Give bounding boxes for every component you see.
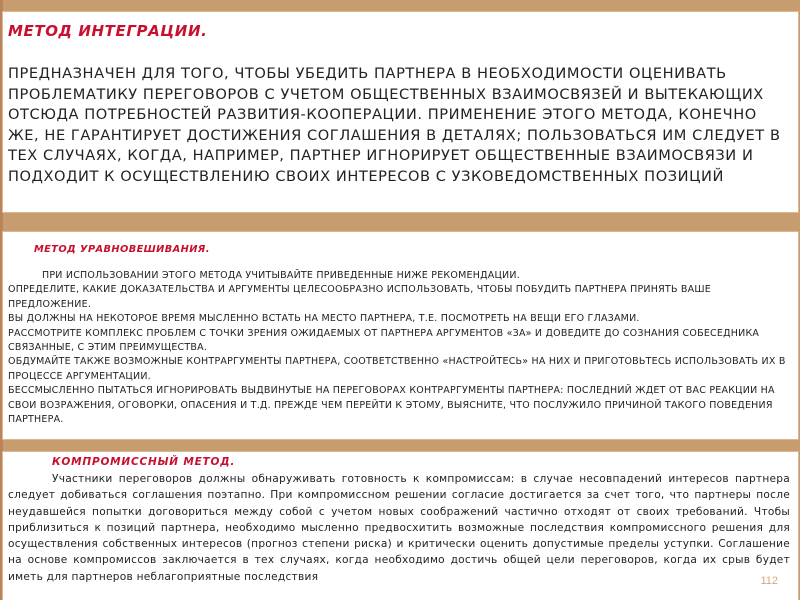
slide-number: 112	[760, 575, 778, 587]
balancing-paragraph: ОБДУМАЙТЕ ТАКЖЕ ВОЗМОЖНЫЕ КОНТРАРГУМЕНТЫ ПАРТНЕРА, СООТВЕТСТВЕННО «НАСТРОЙТЕСЬ» НА НИХ И ПРИГОТОВЬТЕСЬ ИСПОЛЬЗОВАТЬ ИХ В ПРОЦЕССЕ АРГУМЕНТАЦИИ.	[8, 356, 786, 382]
balancing-paragraph: ПРИ ИСПОЛЬЗОВАНИИ ЭТОГО МЕТОДА УЧИТЫВАЙТЕ ПРИВЕДЕННЫЕ НИЖЕ РЕКОМЕНДАЦИИ.	[42, 270, 520, 281]
balancing-method-text	[8, 269, 790, 427]
balancing-paragraph: ОПРЕДЕЛИТЕ, КАКИЕ ДОКАЗАТЕЛЬСТВА И АРГУМЕНТЫ ЦЕЛЕСООБРАЗНО ИСПОЛЬЗОВАТЬ, ЧТОБЫ ПОБУДИТЬ ПАРТНЕРА ПРИНЯТЬ ВАШЕ ПРЕДЛОЖЕНИЕ.	[8, 284, 711, 310]
balancing-paragraph: ВЫ ДОЛЖНЫ НА НЕКОТОРОЕ ВРЕМЯ МЫСЛЕННО ВСТАТЬ НА МЕСТО ПАРТНЕРА, Т.Е. ПОСМОТРЕТЬ НА ВЕЩИ ЕГО ГЛАЗАМИ.	[8, 313, 640, 325]
balancing-method-panel	[3, 232, 798, 439]
compromise-method-heading: КОМПРОМИССНЫЙ МЕТОД.	[52, 456, 236, 468]
compromise-method-text: Участники переговоров должны обнаруживать готовность к компромиссам: в случае несовпадений интересов партнера следует добиваться соглашения поэтапно. При компромиссном решении согласие достигается за счет того, что партнеры после неудавшейся попытки договориться между собой с учетом новых соображений частично отходят от своих требований. Чтобы приблизиться к позиций партнера, необходимо мысленно предвосхитить возможные последствия компромиссного решения для осуществления собственных интересов (прогноз степени риска) и критически оценить допустимые пределы уступки. Соглашение на основе компромиссов заключается в тех случаях, когда необходимо достичь общей цели переговоров, когда их срыв будет иметь для партнеров неблагоприятные последствия	[8, 473, 790, 583]
integration-method-text: ПРЕДНАЗНАЧЕН ДЛЯ ТОГО, ЧТОБЫ УБЕДИТЬ ПАРТНЕРА В НЕОБХОДИМОСТИ ОЦЕНИВАТЬ ПРОБЛЕМАТИКУ ПЕРЕГОВОРОВ С УЧЕТОМ ОБЩЕСТВЕННЫХ ВЗАИМОСВЯЗЕЙ И ВЫТЕКАЮЩИХ ОТСЮДА ПОТРЕБНОСТЕЙ РАЗВИТИЯ-КООПЕРАЦИИ. ПРИМЕНЕНИЕ ЭТОГО МЕТОДА, КОНЕЧНО ЖЕ, НЕ ГАРАНТИРУЕТ ДОСТИЖЕНИЯ СОГЛАШЕНИЯ В ДЕТАЛЯХ; ПОЛЬЗОВАТЬСЯ ИМ СЛЕДУЕТ В ТЕХ СЛУЧАЯХ, КОГДА, НАПРИМЕР, ПАРТНЕР ИГНОРИРУЕТ ОБЩЕСТВЕННЫЕ ВЗАИМОСВЯЗИ И ПОДХОДИТ К ОСУЩЕСТВЛЕНИЮ СВОИХ ИНТЕРЕСОВ С УЗКОВЕДОМСТВЕННЫХ ПОЗИЦИЙ	[8, 65, 781, 185]
balancing-paragraph: БЕССМЫСЛЕННО ПЫТАТЬСЯ ИГНОРИРОВАТЬ ВЫДВИНУТЫЕ НА ПЕРЕГОВОРАХ КОНТРАРГУМЕНТЫ ПАРТНЕРА: ПОСЛЕДНИЙ ЖДЕТ ОТ ВАС РЕАКЦИИ НА СВОИ ВОЗРАЖЕНИЯ, ОГОВОРКИ, ОПАСЕНИЯ И Т.Д. ПРЕЖДЕ ЧЕМ ПЕРЕЙТИ К ЭТОМУ, ВЫЯСНИТЕ, ЧТО ПОСЛУЖИЛО ПРИЧИНОЙ ТАКОГО ПОВЕДЕНИЯ ПАРТНЕРА.	[8, 385, 775, 426]
integration-method-panel	[3, 12, 798, 212]
integration-method-heading: МЕТОД ИНТЕГРАЦИИ.	[8, 22, 208, 40]
balancing-method-heading: МЕТОД УРАВНОВЕШИВАНИЯ.	[34, 244, 210, 255]
balancing-paragraph: РАССМОТРИТЕ КОМПЛЕКС ПРОБЛЕМ С ТОЧКИ ЗРЕНИЯ ОЖИДАЕМЫХ ОТ ПАРТНЕРА АРГУМЕНТОВ «ЗА» И ДОВЕДИТЕ ДО СОЗНАНИЯ СОБЕСЕДНИКА СВЯЗАННЫЕ, С ЭТИМ ПРЕИМУЩЕСТВА.	[8, 327, 760, 354]
compromise-method-panel	[3, 452, 798, 600]
